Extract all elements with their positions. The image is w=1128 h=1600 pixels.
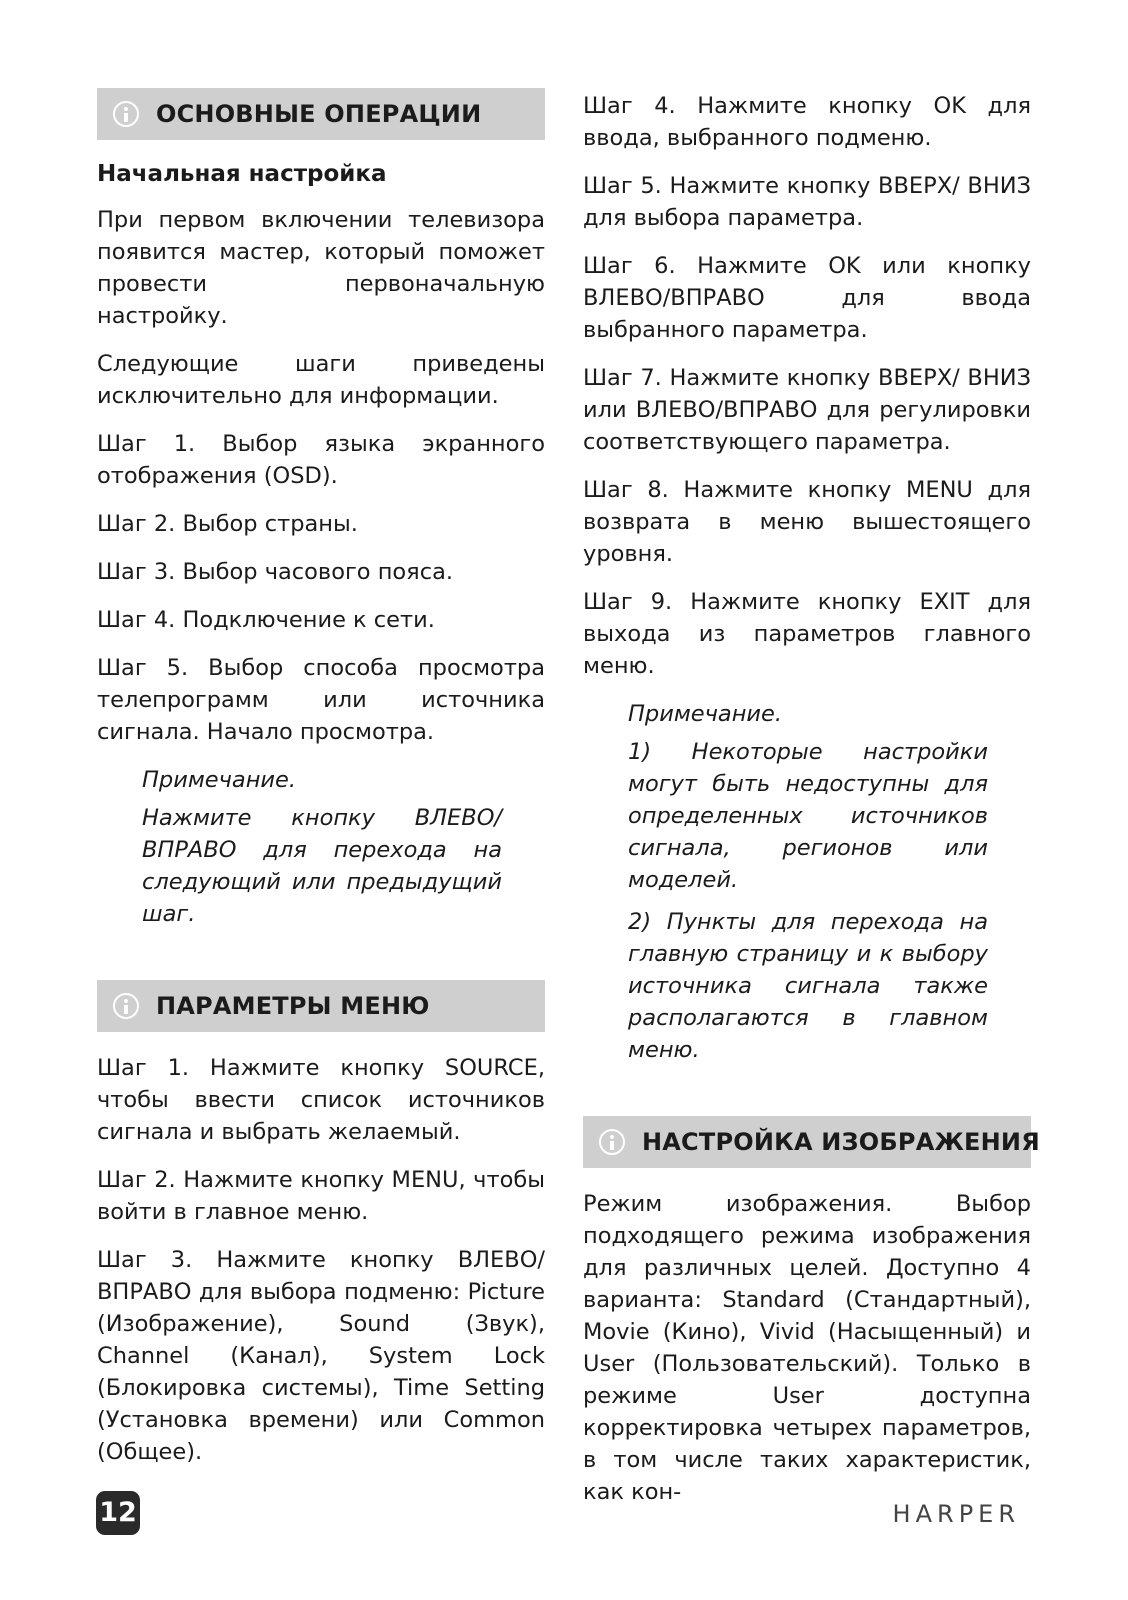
paragraph: Шаг 9. Нажмите кнопку EXIT для выхода из параметров главного меню. [583,589,1031,679]
section-header-basic-operations [97,88,545,140]
paragraph: Шаг 4. Подключение к сети. [97,607,435,633]
paragraph: Шаг 3. Нажмите кнопку ВЛЕВО/ ВПРАВО для выбора подменю: Picture (Изображение), Sound (Звук), Channel (Канал), System Lock (Блокировка системы), Time Setting (Установка времени) или Common (Общее). [97,1247,545,1465]
note-block [628,698,988,1066]
paragraph: Шаг 2. Нажмите кнопку MENU, чтобы войти в главное меню. [97,1167,545,1225]
note-text: Нажмите кнопку ВЛЕВО/ ВПРАВО для перехода на следующий или предыдущий шаг. [142,805,502,927]
info-icon [113,101,139,127]
paragraph: Шаг 1. Нажмите кнопку SOURCE, чтобы ввести список источников сигнала и выбрать желаемый. [97,1055,545,1145]
note-title: Примечание. [142,767,297,793]
section-title: ПАРАМЕТРЫ МЕНЮ [156,992,430,1020]
brand-logo: HARPER [892,1500,1020,1528]
section-title: НАСТРОЙКА ИЗОБРАЖЕНИЯ [642,1128,1040,1156]
note-text-1: 1) Некоторые настройки могут быть недоступны для определенных источников сигнала, регионов или моделей. [628,739,988,893]
left-column [97,88,545,1484]
info-icon [599,1129,625,1155]
note-text-2: 2) Пункты для перехода на главную страницу и к выбору источника сигнала также располагаются в главном меню. [628,909,988,1063]
section-header-menu-parameters [97,980,545,1032]
right-column [583,90,1040,1524]
note-title: Примечание. [628,701,783,727]
paragraph: Шаг 5. Нажмите кнопку ВВЕРХ/ ВНИЗ для выбора параметра. [583,173,1031,231]
paragraph: Шаг 4. Нажмите кнопку OK для ввода, выбранного подменю. [583,93,1031,151]
paragraph: Режим изображения. Выбор подходящего режима изображения для различных целей. Доступно 4 варианта: Standard (Стандартный), Movie (Кино), Vivid (Насыщенный) и User (Пользовательский). Только в режиме User доступна корректировка четырех параметров, в том числе таких характеристик, как кон- [583,1191,1031,1505]
paragraph: Шаг 7. Нажмите кнопку ВВЕРХ/ ВНИЗ или ВЛЕВО/ВПРАВО для регулировки соответствующего параметра. [583,365,1031,455]
paragraph: Шаг 2. Выбор страны. [97,511,358,537]
page-number-badge: 12 [96,1491,140,1535]
paragraph: Шаг 3. Выбор часового пояса. [97,559,454,585]
info-icon [113,993,139,1019]
subheading-initial-setup: Начальная настройка [97,161,387,187]
section-header-picture-settings [583,1116,1040,1168]
paragraph: Шаг 1. Выбор языка экранного отображения (OSD). [97,431,545,489]
note-block [142,764,502,930]
paragraph: При первом включении телевизора появится мастер, который поможет провести первоначальную настройку. [97,207,545,329]
paragraph: Следующие шаги приведены исключительно для информации. [97,351,545,409]
paragraph: Шаг 6. Нажмите OK или кнопку ВЛЕВО/ВПРАВО для ввода выбранного параметра. [583,253,1031,343]
paragraph: Шаг 5. Выбор способа просмотра телепрограмм или источника сигнала. Начало просмотра. [97,655,545,745]
paragraph: Шаг 8. Нажмите кнопку MENU для возврата в меню вышестоящего уровня. [583,477,1031,567]
section-title: ОСНОВНЫЕ ОПЕРАЦИИ [156,100,482,128]
